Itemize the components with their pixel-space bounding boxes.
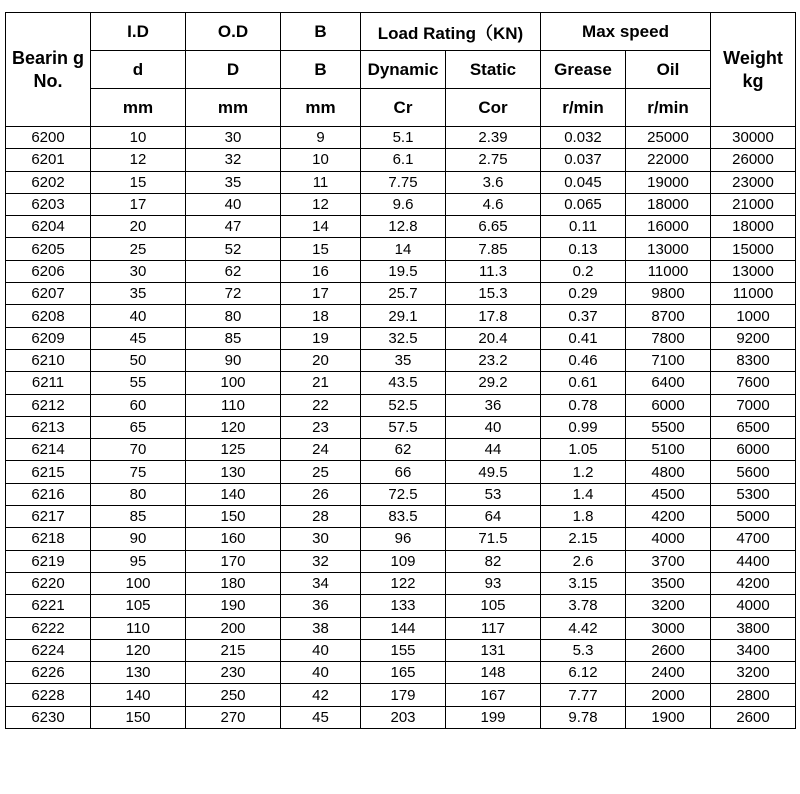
cell-oil-speed: 3500 (626, 572, 711, 594)
table-row (6, 394, 796, 416)
subheader-static: Static (446, 51, 541, 89)
cell-outer-diameter: 85 (186, 327, 281, 349)
table-row (6, 483, 796, 505)
cell-bearing-no: 6224 (6, 639, 91, 661)
cell-weight: 5000 (711, 506, 796, 528)
cell-static-load: 105 (446, 595, 541, 617)
cell-grease-speed: 3.15 (541, 572, 626, 594)
cell-width: 19 (281, 327, 361, 349)
cell-outer-diameter: 150 (186, 506, 281, 528)
cell-width: 32 (281, 550, 361, 572)
cell-bearing-no: 6204 (6, 216, 91, 238)
cell-dynamic-load: 133 (361, 595, 446, 617)
cell-oil-speed: 7800 (626, 327, 711, 349)
cell-bearing-no: 6226 (6, 662, 91, 684)
cell-dynamic-load: 9.6 (361, 193, 446, 215)
cell-grease-speed: 0.99 (541, 416, 626, 438)
cell-bearing-no: 6207 (6, 283, 91, 305)
cell-width: 21 (281, 372, 361, 394)
cell-grease-speed: 1.05 (541, 439, 626, 461)
cell-bearing-no: 6201 (6, 149, 91, 171)
table-row (6, 193, 796, 215)
cell-width: 15 (281, 238, 361, 260)
header-outer-diameter: O.D (186, 13, 281, 51)
cell-inner-diameter: 95 (91, 550, 186, 572)
table-row (6, 327, 796, 349)
header-max-speed: Max speed (541, 13, 711, 51)
cell-width: 10 (281, 149, 361, 171)
cell-static-load: 6.65 (446, 216, 541, 238)
cell-inner-diameter: 140 (91, 684, 186, 706)
subheader-d: d (91, 51, 186, 89)
cell-oil-speed: 2000 (626, 684, 711, 706)
cell-grease-speed: 1.4 (541, 483, 626, 505)
cell-inner-diameter: 105 (91, 595, 186, 617)
cell-oil-speed: 22000 (626, 149, 711, 171)
cell-bearing-no: 6220 (6, 572, 91, 594)
cell-static-load: 2.75 (446, 149, 541, 171)
cell-dynamic-load: 155 (361, 639, 446, 661)
table-row (6, 439, 796, 461)
cell-static-load: 20.4 (446, 327, 541, 349)
unit-d: mm (91, 89, 186, 127)
cell-weight: 3400 (711, 639, 796, 661)
table-row (6, 283, 796, 305)
header-load-rating: Load Rating（KN) (361, 13, 541, 51)
cell-static-load: 29.2 (446, 372, 541, 394)
cell-oil-speed: 4800 (626, 461, 711, 483)
cell-inner-diameter: 12 (91, 149, 186, 171)
header-inner-diameter: I.D (91, 13, 186, 51)
table-row (6, 684, 796, 706)
cell-inner-diameter: 10 (91, 127, 186, 149)
cell-static-load: 199 (446, 706, 541, 728)
cell-inner-diameter: 120 (91, 639, 186, 661)
cell-bearing-no: 6205 (6, 238, 91, 260)
cell-outer-diameter: 35 (186, 171, 281, 193)
cell-bearing-no: 6210 (6, 349, 91, 371)
cell-static-load: 131 (446, 639, 541, 661)
cell-static-load: 71.5 (446, 528, 541, 550)
unit-grease: r/min (541, 89, 626, 127)
cell-outer-diameter: 180 (186, 572, 281, 594)
cell-grease-speed: 0.065 (541, 193, 626, 215)
cell-bearing-no: 6209 (6, 327, 91, 349)
unit-oil: r/min (626, 89, 711, 127)
cell-dynamic-load: 62 (361, 439, 446, 461)
cell-dynamic-load: 25.7 (361, 283, 446, 305)
cell-inner-diameter: 17 (91, 193, 186, 215)
cell-dynamic-load: 43.5 (361, 372, 446, 394)
cell-width: 16 (281, 260, 361, 282)
cell-oil-speed: 18000 (626, 193, 711, 215)
cell-dynamic-load: 144 (361, 617, 446, 639)
cell-bearing-no: 6203 (6, 193, 91, 215)
unit-cor: Cor (446, 89, 541, 127)
unit-D: mm (186, 89, 281, 127)
cell-grease-speed: 0.032 (541, 127, 626, 149)
subheader-B: B (281, 51, 361, 89)
cell-outer-diameter: 110 (186, 394, 281, 416)
cell-oil-speed: 19000 (626, 171, 711, 193)
cell-static-load: 117 (446, 617, 541, 639)
cell-bearing-no: 6213 (6, 416, 91, 438)
cell-outer-diameter: 90 (186, 349, 281, 371)
cell-bearing-no: 6214 (6, 439, 91, 461)
cell-inner-diameter: 90 (91, 528, 186, 550)
cell-outer-diameter: 140 (186, 483, 281, 505)
cell-bearing-no: 6208 (6, 305, 91, 327)
cell-weight: 26000 (711, 149, 796, 171)
subheader-grease: Grease (541, 51, 626, 89)
cell-static-load: 7.85 (446, 238, 541, 260)
cell-outer-diameter: 72 (186, 283, 281, 305)
table-row (6, 595, 796, 617)
table-row (6, 216, 796, 238)
table-row (6, 639, 796, 661)
cell-static-load: 148 (446, 662, 541, 684)
cell-static-load: 82 (446, 550, 541, 572)
table-row (6, 349, 796, 371)
cell-oil-speed: 5100 (626, 439, 711, 461)
cell-weight: 4000 (711, 595, 796, 617)
cell-bearing-no: 6217 (6, 506, 91, 528)
cell-static-load: 3.6 (446, 171, 541, 193)
cell-width: 14 (281, 216, 361, 238)
subheader-dynamic: Dynamic (361, 51, 446, 89)
cell-inner-diameter: 30 (91, 260, 186, 282)
cell-inner-diameter: 15 (91, 171, 186, 193)
table-row (6, 149, 796, 171)
unit-B: mm (281, 89, 361, 127)
cell-width: 28 (281, 506, 361, 528)
cell-dynamic-load: 52.5 (361, 394, 446, 416)
cell-dynamic-load: 6.1 (361, 149, 446, 171)
cell-static-load: 23.2 (446, 349, 541, 371)
cell-weight: 4700 (711, 528, 796, 550)
cell-width: 17 (281, 283, 361, 305)
cell-dynamic-load: 29.1 (361, 305, 446, 327)
cell-grease-speed: 0.037 (541, 149, 626, 171)
cell-inner-diameter: 20 (91, 216, 186, 238)
cell-outer-diameter: 52 (186, 238, 281, 260)
cell-outer-diameter: 130 (186, 461, 281, 483)
cell-outer-diameter: 32 (186, 149, 281, 171)
cell-bearing-no: 6218 (6, 528, 91, 550)
cell-weight: 4400 (711, 550, 796, 572)
cell-grease-speed: 4.42 (541, 617, 626, 639)
cell-width: 40 (281, 639, 361, 661)
cell-grease-speed: 0.46 (541, 349, 626, 371)
subheader-oil: Oil (626, 51, 711, 89)
cell-oil-speed: 9800 (626, 283, 711, 305)
cell-oil-speed: 4200 (626, 506, 711, 528)
cell-inner-diameter: 75 (91, 461, 186, 483)
cell-inner-diameter: 65 (91, 416, 186, 438)
bearing-spec-table (5, 12, 796, 729)
cell-outer-diameter: 215 (186, 639, 281, 661)
cell-inner-diameter: 55 (91, 372, 186, 394)
cell-grease-speed: 0.29 (541, 283, 626, 305)
cell-dynamic-load: 14 (361, 238, 446, 260)
cell-dynamic-load: 72.5 (361, 483, 446, 505)
cell-weight: 13000 (711, 260, 796, 282)
cell-width: 20 (281, 349, 361, 371)
cell-oil-speed: 16000 (626, 216, 711, 238)
cell-outer-diameter: 230 (186, 662, 281, 684)
cell-oil-speed: 2600 (626, 639, 711, 661)
cell-weight: 15000 (711, 238, 796, 260)
cell-weight: 1000 (711, 305, 796, 327)
cell-bearing-no: 6230 (6, 706, 91, 728)
cell-dynamic-load: 96 (361, 528, 446, 550)
cell-outer-diameter: 250 (186, 684, 281, 706)
cell-inner-diameter: 35 (91, 283, 186, 305)
table-row (6, 461, 796, 483)
cell-oil-speed: 11000 (626, 260, 711, 282)
table-row (6, 260, 796, 282)
cell-width: 24 (281, 439, 361, 461)
cell-outer-diameter: 125 (186, 439, 281, 461)
cell-outer-diameter: 190 (186, 595, 281, 617)
cell-width: 9 (281, 127, 361, 149)
cell-width: 36 (281, 595, 361, 617)
cell-outer-diameter: 160 (186, 528, 281, 550)
cell-bearing-no: 6212 (6, 394, 91, 416)
cell-grease-speed: 1.2 (541, 461, 626, 483)
cell-dynamic-load: 7.75 (361, 171, 446, 193)
cell-width: 42 (281, 684, 361, 706)
cell-dynamic-load: 19.5 (361, 260, 446, 282)
cell-inner-diameter: 45 (91, 327, 186, 349)
cell-grease-speed: 9.78 (541, 706, 626, 728)
cell-oil-speed: 7100 (626, 349, 711, 371)
cell-width: 23 (281, 416, 361, 438)
cell-bearing-no: 6206 (6, 260, 91, 282)
cell-grease-speed: 2.6 (541, 550, 626, 572)
cell-bearing-no: 6211 (6, 372, 91, 394)
cell-dynamic-load: 109 (361, 550, 446, 572)
cell-dynamic-load: 179 (361, 684, 446, 706)
cell-grease-speed: 0.2 (541, 260, 626, 282)
table-row (6, 127, 796, 149)
cell-grease-speed: 0.61 (541, 372, 626, 394)
cell-weight: 2600 (711, 706, 796, 728)
cell-width: 45 (281, 706, 361, 728)
cell-width: 30 (281, 528, 361, 550)
cell-grease-speed: 7.77 (541, 684, 626, 706)
header-weight: Weight kg (711, 13, 796, 127)
cell-static-load: 64 (446, 506, 541, 528)
cell-width: 25 (281, 461, 361, 483)
cell-weight: 30000 (711, 127, 796, 149)
cell-weight: 5600 (711, 461, 796, 483)
cell-static-load: 4.6 (446, 193, 541, 215)
cell-inner-diameter: 150 (91, 706, 186, 728)
subheader-D: D (186, 51, 281, 89)
table-row (6, 617, 796, 639)
cell-weight: 18000 (711, 216, 796, 238)
cell-static-load: 53 (446, 483, 541, 505)
cell-dynamic-load: 165 (361, 662, 446, 684)
cell-oil-speed: 6400 (626, 372, 711, 394)
cell-dynamic-load: 66 (361, 461, 446, 483)
cell-grease-speed: 0.13 (541, 238, 626, 260)
cell-weight: 8300 (711, 349, 796, 371)
cell-inner-diameter: 85 (91, 506, 186, 528)
cell-outer-diameter: 170 (186, 550, 281, 572)
cell-dynamic-load: 203 (361, 706, 446, 728)
cell-weight: 6500 (711, 416, 796, 438)
cell-weight: 3200 (711, 662, 796, 684)
cell-dynamic-load: 12.8 (361, 216, 446, 238)
cell-oil-speed: 13000 (626, 238, 711, 260)
cell-weight: 6000 (711, 439, 796, 461)
cell-width: 38 (281, 617, 361, 639)
table-row (6, 550, 796, 572)
cell-bearing-no: 6219 (6, 550, 91, 572)
cell-outer-diameter: 47 (186, 216, 281, 238)
cell-outer-diameter: 270 (186, 706, 281, 728)
cell-static-load: 167 (446, 684, 541, 706)
cell-oil-speed: 2400 (626, 662, 711, 684)
cell-dynamic-load: 57.5 (361, 416, 446, 438)
cell-inner-diameter: 60 (91, 394, 186, 416)
cell-dynamic-load: 5.1 (361, 127, 446, 149)
table-body (6, 127, 796, 729)
cell-weight: 7000 (711, 394, 796, 416)
cell-oil-speed: 4000 (626, 528, 711, 550)
cell-weight: 7600 (711, 372, 796, 394)
cell-width: 18 (281, 305, 361, 327)
cell-weight: 3800 (711, 617, 796, 639)
cell-width: 26 (281, 483, 361, 505)
cell-inner-diameter: 80 (91, 483, 186, 505)
cell-outer-diameter: 120 (186, 416, 281, 438)
cell-weight: 5300 (711, 483, 796, 505)
cell-width: 40 (281, 662, 361, 684)
cell-grease-speed: 0.045 (541, 171, 626, 193)
cell-static-load: 15.3 (446, 283, 541, 305)
cell-outer-diameter: 40 (186, 193, 281, 215)
cell-outer-diameter: 100 (186, 372, 281, 394)
cell-weight: 9200 (711, 327, 796, 349)
table-row (6, 372, 796, 394)
cell-dynamic-load: 32.5 (361, 327, 446, 349)
cell-inner-diameter: 40 (91, 305, 186, 327)
cell-grease-speed: 3.78 (541, 595, 626, 617)
unit-cr: Cr (361, 89, 446, 127)
cell-oil-speed: 4500 (626, 483, 711, 505)
cell-inner-diameter: 100 (91, 572, 186, 594)
header-width: B (281, 13, 361, 51)
table-row (6, 528, 796, 550)
cell-width: 12 (281, 193, 361, 215)
cell-width: 22 (281, 394, 361, 416)
cell-static-load: 44 (446, 439, 541, 461)
cell-weight: 11000 (711, 283, 796, 305)
cell-grease-speed: 2.15 (541, 528, 626, 550)
table-header (6, 13, 796, 127)
header-bearing-no: Bearin g No. (6, 13, 91, 127)
cell-grease-speed: 0.78 (541, 394, 626, 416)
cell-bearing-no: 6216 (6, 483, 91, 505)
cell-grease-speed: 6.12 (541, 662, 626, 684)
table-row (6, 662, 796, 684)
cell-dynamic-load: 35 (361, 349, 446, 371)
cell-bearing-no: 6222 (6, 617, 91, 639)
cell-bearing-no: 6228 (6, 684, 91, 706)
cell-weight: 2800 (711, 684, 796, 706)
cell-static-load: 49.5 (446, 461, 541, 483)
cell-bearing-no: 6215 (6, 461, 91, 483)
cell-inner-diameter: 70 (91, 439, 186, 461)
cell-grease-speed: 5.3 (541, 639, 626, 661)
cell-oil-speed: 3700 (626, 550, 711, 572)
cell-dynamic-load: 122 (361, 572, 446, 594)
cell-width: 34 (281, 572, 361, 594)
cell-oil-speed: 8700 (626, 305, 711, 327)
cell-oil-speed: 5500 (626, 416, 711, 438)
cell-weight: 23000 (711, 171, 796, 193)
cell-weight: 21000 (711, 193, 796, 215)
table-row (6, 238, 796, 260)
cell-oil-speed: 3000 (626, 617, 711, 639)
table-row (6, 506, 796, 528)
table-row (6, 305, 796, 327)
cell-static-load: 11.3 (446, 260, 541, 282)
table-row (6, 416, 796, 438)
cell-oil-speed: 6000 (626, 394, 711, 416)
cell-inner-diameter: 110 (91, 617, 186, 639)
table-row (6, 572, 796, 594)
cell-oil-speed: 3200 (626, 595, 711, 617)
cell-dynamic-load: 83.5 (361, 506, 446, 528)
cell-outer-diameter: 80 (186, 305, 281, 327)
cell-bearing-no: 6200 (6, 127, 91, 149)
cell-oil-speed: 1900 (626, 706, 711, 728)
table-row (6, 171, 796, 193)
cell-bearing-no: 6221 (6, 595, 91, 617)
cell-static-load: 2.39 (446, 127, 541, 149)
cell-inner-diameter: 50 (91, 349, 186, 371)
cell-inner-diameter: 130 (91, 662, 186, 684)
cell-bearing-no: 6202 (6, 171, 91, 193)
cell-width: 11 (281, 171, 361, 193)
cell-oil-speed: 25000 (626, 127, 711, 149)
cell-static-load: 17.8 (446, 305, 541, 327)
cell-grease-speed: 1.8 (541, 506, 626, 528)
cell-inner-diameter: 25 (91, 238, 186, 260)
cell-grease-speed: 0.37 (541, 305, 626, 327)
cell-grease-speed: 0.11 (541, 216, 626, 238)
table-row (6, 706, 796, 728)
cell-outer-diameter: 62 (186, 260, 281, 282)
cell-grease-speed: 0.41 (541, 327, 626, 349)
cell-static-load: 93 (446, 572, 541, 594)
cell-outer-diameter: 200 (186, 617, 281, 639)
cell-outer-diameter: 30 (186, 127, 281, 149)
cell-static-load: 36 (446, 394, 541, 416)
cell-weight: 4200 (711, 572, 796, 594)
cell-static-load: 40 (446, 416, 541, 438)
